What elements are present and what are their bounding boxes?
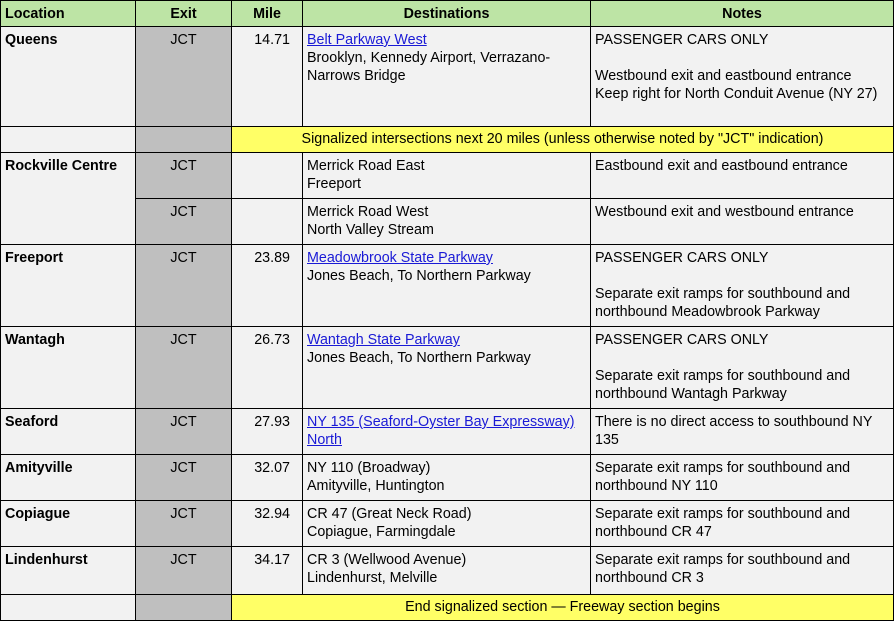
header-location: Location: [1, 1, 136, 27]
destination-text: Brooklyn, Kennedy Airport, Verrazano-Narrows Bridge: [307, 50, 551, 84]
mile-cell: 26.73: [232, 327, 303, 409]
destinations-cell: [303, 327, 591, 409]
location-cell: Seaford: [1, 409, 136, 455]
notes-cell: There is no direct access to southbound NY 135: [591, 409, 894, 455]
location-cell: Lindenhurst: [1, 547, 136, 595]
header-row: [1, 1, 894, 27]
destination-text: Amityville, Huntington: [307, 478, 445, 494]
destinations-cell: [303, 547, 591, 595]
notes-cell: Separate exit ramps for southbound and northbound CR 3: [591, 547, 894, 595]
table-row-signal-start: [1, 127, 894, 153]
table-row-copiague: [1, 501, 894, 547]
destination-text: Jones Beach, To Northern Parkway: [307, 268, 531, 284]
destination-road: Merrick Road West: [307, 204, 429, 220]
location-cell: Wantagh: [1, 327, 136, 409]
location-cell: Queens: [1, 27, 136, 127]
note-spacer: [595, 49, 889, 67]
notes-cell: [591, 27, 894, 127]
table-row-lindenhurst: [1, 547, 894, 595]
meadowbrook-parkway-link[interactable]: Meadowbrook State Parkway: [307, 250, 493, 266]
blank-cell: [1, 595, 136, 621]
header-exit: Exit: [136, 1, 232, 27]
blank-cell: [1, 127, 136, 153]
notes-cell: Separate exit ramps for southbound and northbound NY 110: [591, 455, 894, 501]
destinations-cell: [303, 455, 591, 501]
exit-cell: JCT: [136, 501, 232, 547]
exit-cell: JCT: [136, 455, 232, 501]
location-cell: Copiague: [1, 501, 136, 547]
table-row-amityville: [1, 455, 894, 501]
exit-cell: JCT: [136, 409, 232, 455]
belt-parkway-west-link[interactable]: Belt Parkway West: [307, 32, 427, 48]
destination-road: CR 47 (Great Neck Road): [307, 506, 472, 522]
table-row-signal-end: [1, 595, 894, 621]
exit-cell: JCT: [136, 199, 232, 245]
destination-road: CR 3 (Wellwood Avenue): [307, 552, 467, 568]
note-spacer: [595, 267, 889, 285]
destination-text: North Valley Stream: [307, 222, 434, 238]
mile-cell: 23.89: [232, 245, 303, 327]
note-line: Keep right for North Conduit Avenue (NY 27): [595, 86, 878, 102]
table-row-queens: [1, 27, 894, 127]
freeway-section-note: End signalized section — Freeway section begins: [232, 595, 894, 621]
destinations-cell: [303, 409, 591, 455]
location-cell: Amityville: [1, 455, 136, 501]
destination-road: Merrick Road East: [307, 158, 425, 174]
ny-135-link[interactable]: NY 135 (Seaford-Oyster Bay Expressway) North: [307, 414, 575, 448]
destination-road: NY 110 (Broadway): [307, 460, 431, 476]
exit-cell: JCT: [136, 245, 232, 327]
header-destinations: Destinations: [303, 1, 591, 27]
mile-cell: 34.17: [232, 547, 303, 595]
destinations-cell: [303, 245, 591, 327]
header-mile: Mile: [232, 1, 303, 27]
notes-cell: [591, 327, 894, 409]
signalized-section-note: Signalized intersections next 20 miles (unless otherwise noted by "JCT" indication): [232, 127, 894, 153]
blank-exit-cell: [136, 595, 232, 621]
note-spacer: [595, 349, 889, 367]
mile-cell: 32.07: [232, 455, 303, 501]
destination-text: Jones Beach, To Northern Parkway: [307, 350, 531, 366]
blank-exit-cell: [136, 127, 232, 153]
note-line: Separate exit ramps for southbound and northbound Wantagh Parkway: [595, 368, 851, 402]
destinations-cell: [303, 27, 591, 127]
exit-cell: JCT: [136, 27, 232, 127]
notes-cell: Eastbound exit and eastbound entrance: [591, 153, 894, 199]
table-row-rockville-east: [1, 153, 894, 199]
header-notes: Notes: [591, 1, 894, 27]
note-line: Separate exit ramps for southbound and northbound Meadowbrook Parkway: [595, 286, 851, 320]
notes-cell: Separate exit ramps for southbound and northbound CR 47: [591, 501, 894, 547]
exit-cell: JCT: [136, 153, 232, 199]
exit-cell: JCT: [136, 547, 232, 595]
destinations-cell: [303, 199, 591, 245]
mile-cell: 32.94: [232, 501, 303, 547]
table-row-seaford: [1, 409, 894, 455]
note-line: PASSENGER CARS ONLY: [595, 250, 769, 266]
mile-cell: [232, 199, 303, 245]
notes-cell: [591, 245, 894, 327]
notes-cell: Westbound exit and westbound entrance: [591, 199, 894, 245]
table-row-freeport: [1, 245, 894, 327]
destination-text: Copiague, Farmingdale: [307, 524, 456, 540]
destinations-cell: [303, 501, 591, 547]
mile-cell: [232, 153, 303, 199]
destinations-cell: [303, 153, 591, 199]
note-line: Westbound exit and eastbound entrance: [595, 68, 852, 84]
note-line: PASSENGER CARS ONLY: [595, 332, 769, 348]
mile-cell: 27.93: [232, 409, 303, 455]
note-line: PASSENGER CARS ONLY: [595, 32, 769, 48]
destination-text: Freeport: [307, 176, 362, 192]
destination-text: Lindenhurst, Melville: [307, 570, 438, 586]
mile-cell: 14.71: [232, 27, 303, 127]
exit-cell: JCT: [136, 327, 232, 409]
location-cell: Freeport: [1, 245, 136, 327]
location-cell: Rockville Centre: [1, 153, 136, 245]
wantagh-parkway-link[interactable]: Wantagh State Parkway: [307, 332, 460, 348]
table-row-wantagh: [1, 327, 894, 409]
